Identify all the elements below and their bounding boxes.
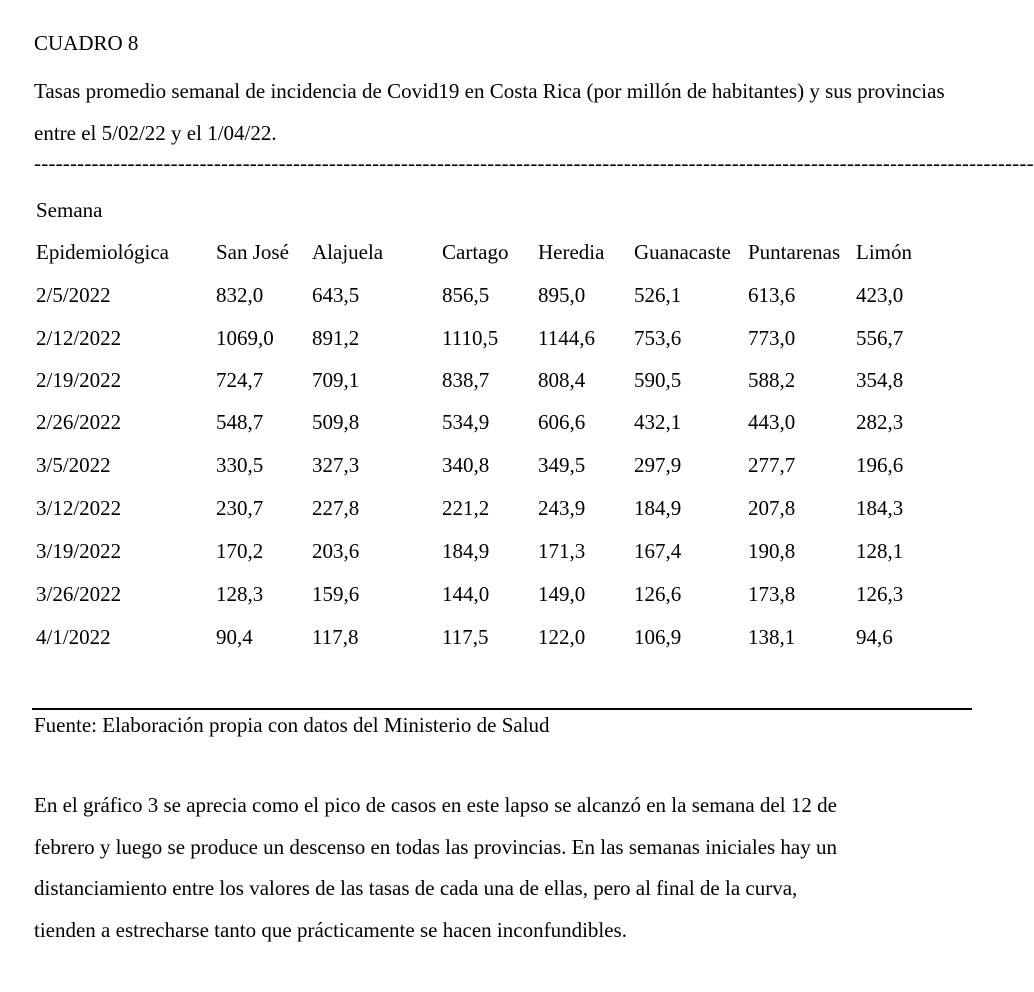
rate-value-cell: 227,8: [312, 496, 360, 520]
rate-value-cell: 90,4: [216, 625, 253, 649]
rate-value-cell: 556,7: [856, 326, 904, 350]
rate-value-cell: 159,6: [312, 582, 360, 606]
rate-value-cell: 122,0: [538, 625, 586, 649]
rate-value-cell: 588,2: [748, 368, 796, 392]
rate-value-cell: 277,7: [748, 453, 796, 477]
column-header: Limón: [856, 240, 912, 264]
rate-value-cell: 1110,5: [442, 326, 499, 350]
rate-value-cell: 709,1: [312, 368, 360, 392]
rate-value-cell: 138,1: [748, 625, 796, 649]
header-semana: Semana: [36, 198, 103, 222]
rate-value-cell: 548,7: [216, 410, 264, 434]
rate-value-cell: 724,7: [216, 368, 264, 392]
rate-value-cell: 1144,6: [538, 326, 595, 350]
rate-value-cell: 808,4: [538, 368, 586, 392]
rate-value-cell: 534,9: [442, 410, 490, 434]
rate-value-cell: 509,8: [312, 410, 360, 434]
table-source-note: Fuente: Elaboración propia con datos del Ministerio de Salud: [34, 713, 550, 737]
rate-value-cell: 895,0: [538, 283, 586, 307]
body-paragraph: [34, 785, 984, 951]
column-header: Puntarenas: [748, 240, 841, 264]
rate-value-cell: 94,6: [856, 625, 893, 649]
rate-value-cell: 423,0: [856, 283, 904, 307]
rate-value-cell: 526,1: [634, 283, 682, 307]
rate-value-cell: 1069,0: [216, 326, 274, 350]
rate-value-cell: 606,6: [538, 410, 586, 434]
dashed-separator: -------------------------------------------------------------------------------------------------------------------------------------------: [34, 151, 1034, 175]
rate-value-cell: 590,5: [634, 368, 682, 392]
table-number-title: CUADRO 8: [34, 31, 139, 55]
rate-value-cell: 184,9: [442, 539, 490, 563]
rate-value-cell: 349,5: [538, 453, 586, 477]
rate-value-cell: 207,8: [748, 496, 796, 520]
paragraph-line: febrero y luego se produce un descenso en todas las provincias. En las semanas iniciales hay un: [34, 834, 838, 859]
paragraph-line: tienden a estrecharse tanto que prácticamente se hacen inconfundibles.: [34, 917, 627, 942]
week-date-cell: 2/5/2022: [36, 283, 111, 307]
rate-value-cell: 297,9: [634, 453, 682, 477]
week-date-cell: 4/1/2022: [36, 625, 111, 649]
column-header: Epidemiológica: [36, 240, 169, 264]
rate-value-cell: 106,9: [634, 625, 682, 649]
rate-value-cell: 327,3: [312, 453, 360, 477]
table-bottom-rule: [32, 708, 972, 710]
rate-value-cell: 184,3: [856, 496, 904, 520]
rate-value-cell: 340,8: [442, 453, 490, 477]
rate-value-cell: 221,2: [442, 496, 490, 520]
rate-value-cell: 190,8: [748, 539, 796, 563]
rate-value-cell: 773,0: [748, 326, 796, 350]
rate-value-cell: 126,6: [634, 582, 682, 606]
rate-value-cell: 128,3: [216, 582, 264, 606]
week-date-cell: 2/26/2022: [36, 410, 122, 434]
table-caption: Tasas promedio semanal de incidencia de Covid19 en Costa Rica (por millón de habitantes) y sus provincias entre el 5/02/22 y el 1/04/22.: [34, 79, 945, 145]
week-date-cell: 3/5/2022: [36, 453, 111, 477]
rate-value-cell: 432,1: [634, 410, 682, 434]
rate-value-cell: 282,3: [856, 410, 904, 434]
week-date-cell: 3/26/2022: [36, 582, 122, 606]
rate-value-cell: 891,2: [312, 326, 360, 350]
week-date-cell: 3/19/2022: [36, 539, 122, 563]
rate-value-cell: 173,8: [748, 582, 796, 606]
column-header: Heredia: [538, 240, 605, 264]
rate-value-cell: 128,1: [856, 539, 904, 563]
paragraph-line: En el gráfico 3 se aprecia como el pico de casos en este lapso se alcanzó en la semana del 12 de: [34, 793, 837, 817]
column-header: Alajuela: [312, 240, 384, 264]
rate-value-cell: 149,0: [538, 582, 586, 606]
rate-value-cell: 170,2: [216, 539, 264, 563]
paragraph-line: distanciamiento entre los valores de las tasas de cada una de ellas, pero al final de la curva,: [34, 876, 798, 900]
rate-value-cell: 203,6: [312, 539, 360, 563]
column-header: San José: [216, 240, 289, 264]
rate-value-cell: 230,7: [216, 496, 264, 520]
column-header: Guanacaste: [634, 240, 731, 264]
rate-value-cell: 171,3: [538, 539, 586, 563]
rate-value-cell: 243,9: [538, 496, 586, 520]
rate-value-cell: 643,5: [312, 283, 360, 307]
rate-value-cell: 354,8: [856, 368, 904, 392]
rate-value-cell: 167,4: [634, 539, 682, 563]
rate-value-cell: 184,9: [634, 496, 682, 520]
rate-value-cell: 832,0: [216, 283, 264, 307]
rate-value-cell: 117,8: [312, 625, 359, 649]
rate-value-cell: 613,6: [748, 283, 796, 307]
rate-value-cell: 443,0: [748, 410, 796, 434]
rate-value-cell: 838,7: [442, 368, 490, 392]
week-date-cell: 2/12/2022: [36, 326, 122, 350]
column-header: Cartago: [442, 240, 509, 264]
week-date-cell: 3/12/2022: [36, 496, 122, 520]
rate-value-cell: 856,5: [442, 283, 490, 307]
rate-value-cell: 330,5: [216, 453, 264, 477]
rate-value-cell: 753,6: [634, 326, 682, 350]
rate-value-cell: 126,3: [856, 582, 904, 606]
rate-value-cell: 196,6: [856, 453, 904, 477]
rate-value-cell: 117,5: [442, 625, 489, 649]
rate-value-cell: 144,0: [442, 582, 490, 606]
week-date-cell: 2/19/2022: [36, 368, 122, 392]
